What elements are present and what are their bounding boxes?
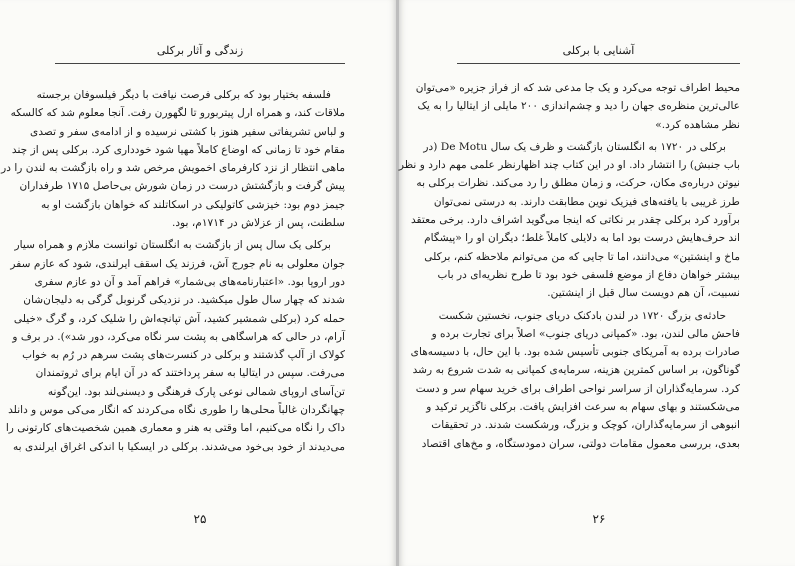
text-line: جیمز دوم بود: خیزشی کاتولیکی در اسکاتلند که خواهان بازگشت او به [40,198,345,211]
text-line: کولاک از آلپ گذشتند و برکلی در کنسرت‌های پشت سرهم در رُم به خواب [22,349,345,362]
text-line: سلطنت، پس از عزلاش در ۱۷۱۴م، بود. [171,217,345,230]
text-line: تن‌آسای اروپای شمالی نوعی پارک فرهنگی و دیسنی‌لند بود. این‌گونه [47,385,345,398]
text-line: انبوهی از سرمایه‌گذاران، کوچک و بزرگ، ورشکست شدند. در تحقیقات [431,419,740,432]
text-line: آرام، در حالی که هراسگاهی به پشت سر نگاه می‌کرد، دور شد»). در برف و [12,330,345,343]
text-line: ماخ و اینشتین» می‌دانند، اما تا جایی که من می‌توانم ملاحظه کنم، برکلی [424,250,740,263]
text-line: برآورد کرد برکلی چقدر بر نکاتی که اینجا می‌گوید اشراف دارد. برخی معتقد [411,214,740,227]
text-line: عالی‌ترین منظره‌ی جهان را دید و چشم‌اندازی ۲۰۰ مایلی از ایتالیا را به یک [417,100,740,113]
header-rule [457,63,740,64]
page-body [398,79,740,453]
page-number: ۲۶ [592,512,606,526]
text-line: کرد. سرمایه‌گذاران از سراسر نواحی اطراف برای خرید سهام سر و دست [415,382,740,395]
text-line: می‌دیدند از خود بی‌خود می‌شدند. برکلی در ایسکیا با اندکی اغراق ایرلندی به [12,440,345,453]
text-line: پیش گرفت و بازگشتش درست در زمان شورش بی‌حاصل ۱۷۱۵ طرفداران [19,180,345,193]
page-body [1,86,345,456]
right-page [399,0,795,566]
text-line: نیوتن درباره‌ی مکان، حرکت، و زمان مطلق را رد می‌کند. نظرات برکلی به [416,177,740,190]
text-line: شدند که چهار سال طول میکشید. در نزدیکی گرنوبل گرگی به دلیجان‌شان [23,294,345,307]
page-number: ۲۵ [193,512,207,526]
text-line: بیشتر خواهان دفاع از موضع فلسفی خود بود تا طرح نظریه‌ای در باب [437,268,740,281]
text-line: حمله کرد (برکلی شمشیر کشید، آش تپانچه‌اش را شلیک کرد، و گرگ «خیلی [13,312,345,325]
text-line: می‌رفت. سپس در ایتالیا به سفر پرداختند که در آن ایام برای ثروتمندان [35,367,345,380]
text-line: ملاقات کند، و همراه ارل پیتربورو تا لگهورن رفت. آنجا معلوم شد که کالسکه [10,107,345,120]
header-rule [55,63,345,64]
running-head: آشنایی با برکلی [562,44,635,57]
running-head: زندگی و آثار برکلی [156,44,244,57]
text-line: و لباس تشریفاتی سفیر هنوز با کشتی نرسیده و از ادامه‌ی سفر و تصدی [30,125,345,138]
text-line: فلسفه بختیار بود که برکلی فرصت نیافت با دیگر فیلسوفان برجسته [36,89,331,101]
text-line: جوان معلولی به نام جورج آش، فرزند یک اسقف ایرلندی، شود که عازم سفر [10,257,345,270]
text-line: برکلی یک سال پس از بازگشت به انگلستان توانست ملازم و همراه سیار [14,239,331,252]
text-line: گوناگون، بر اساس کمترین هزینه، سرمایه‌ی کمپانی به شدت شروع به رشد [412,364,740,377]
text-line: حادثه‌ی بزرگ ۱۷۲۰ در لندن بادکنک دریای جنوب، نخستین شکست [438,309,726,322]
text-line: می‌شکستند و بهای سهام به سرعت افزایش یافت. برکلی ناگزیر ترکید و [426,401,740,414]
text-line: داک را نگاه می‌کنیم، اما وقتی به هنر و معماری همین شخصیت‌های کارتونی را [5,422,345,435]
text-line: اند حرف‌هایش درست بود اما به دلایلی کاملاً غلط؛ دیگران او را «پیشگام [424,232,740,245]
text-line: دور اروپا بود. «اعتبارنامه‌های بی‌شمار» فراهم آمد و آن دو عازم سفری [34,275,345,288]
text-line: فاحش مالی لندن، بود. «کمپانی دریای جنوب» اصلاً برای تجارت برده و [431,327,740,340]
left-page [0,0,396,566]
text-line: طرز غریبی با یافته‌های فیزیک نوین مطابقت دارند. به درستی نمی‌توان [433,195,740,208]
text-line: صادرات برده به آمریکای جنوبی تأسیس شده بود. با این حال، با دسیسه‌های [410,346,740,359]
text-line: برکلی در ۱۷۲۰ به انگلستان بازگشت و ظرف یک سال De Motu (در [423,140,726,153]
text-line: محیط اطراف توجه می‌کرد و یک جا مدعی شد که از فراز جزیره «می‌توان [415,82,740,94]
text-line: ماهی انتظار از نزد کارفرمای اخمویش مرخص شد و راه بازگشت به لندن را در [1,162,345,175]
text-line: باب جنبش) را انتشار داد. او در این کتاب چند اظهارنظر علمی مهم دارد و نظر [398,159,740,172]
text-line: بعدی، بررسی معمول مقامات دولتی، سران دمودستگاه، و مخ‌های اقتصاد [421,437,740,450]
text-line: مقام خود تا زمانی که اوضاع کاملاً مهیا شود خودداری کرد. برکلی پس از چند [11,143,345,156]
text-line: چهانگردان غالباً محلی‌ها را طوری نگاه می‌کردند که انگار می‌کی موس و دانلد [8,404,345,417]
text-line: نظر مشاهده کرد.» [655,118,740,131]
text-line: نسبیت، آن هم دویست سال قبل از اینشتین. [547,287,740,300]
